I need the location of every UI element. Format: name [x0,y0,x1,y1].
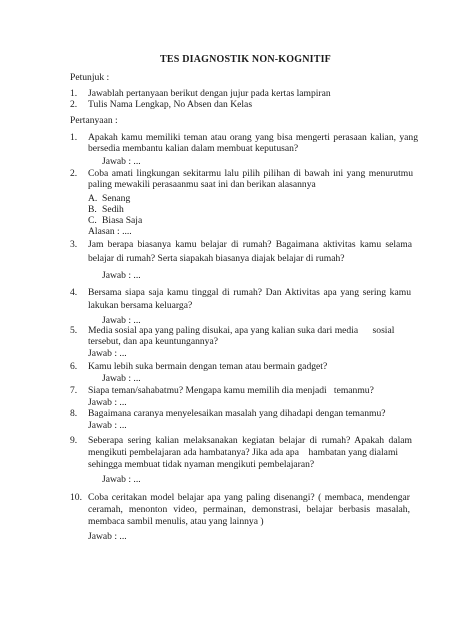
petunjuk-item-number: 2. [70,99,78,110]
question-text-line: Coba ceritakan model belajar apa yang paling disenangi? ( membaca, mendengar [88,492,410,503]
answer-line: Jawab : ... [88,348,127,359]
question-text-line: belajar di rumah? Serta siapakah biasanya diajak belajar di rumah? [88,253,345,264]
petunjuk-item-text: Jawablah pertanyaan berikut dengan jujur pada kertas lampiran [88,88,331,99]
question-number: 7. [70,385,78,396]
option-text: Senang [102,193,131,204]
question-number: 9. [70,435,78,446]
question-text-line: tersebut, dan apa keuntungannya? [88,336,218,347]
question-number: 1. [70,132,78,143]
question-text-line: Apakah kamu memiliki teman atau orang yang bisa mengerti perasaan kalian, yang [88,132,418,143]
question-text-line: Seberapa sering kalian melaksanakan kegiatan belajar di rumah? Apakah dalam [88,435,412,446]
question-text-line: Bagaimana caranya menyelesaikan masalah yang dihadapi dengan temanmu? [88,408,386,419]
answer-line: Jawab : ... [102,156,141,167]
question-text-line: Bersama siapa saja kamu tinggal di rumah? Dan Aktivitas apa yang sering kamu [88,287,411,298]
option-text: Biasa Saja [102,215,143,226]
question-number: 5. [70,325,78,336]
question-number: 2. [70,168,78,179]
question-text-line: Media sosial apa yang paling disukai, apa yang kalian suka dari media sosial [88,325,395,336]
answer-line: Jawab : ... [102,474,141,485]
question-text-line: ceramah, menonton video, permainan, demonstrasi, belajar berbasis masalah, [88,504,410,515]
question-text-line: Siapa teman/sahabatmu? Mengapa kamu memilih dia menjadi temanmu? [88,385,374,396]
option-letter: C. [88,215,97,226]
question-text-line: Coba amati lingkungan sekitarmu lalu pilih pilihan di bawah ini yang menurutmu [88,168,413,179]
question-text-line: lakukan bersama keluarga? [88,300,193,311]
question-number: 3. [70,239,78,250]
answer-line: Jawab : ... [102,315,141,326]
page-title: TES DIAGNOSTIK NON-KOGNITIF [160,54,331,65]
question-text-line: paling mewakili perasaanmu saat ini dan berikan alasannya [88,179,316,190]
answer-line: Jawab : ... [88,397,127,408]
answer-line: Jawab : ... [102,373,141,384]
question-text-line: membaca sambil menulis, atau yang lainnya ) [88,516,264,527]
option-text: Sedih [102,204,124,215]
question-text-line: mengikuti pembelajaran ada hambatanya? Jika ada apa hambatan yang dialami [88,447,399,458]
pertanyaan-label: Pertanyaan : [70,115,118,126]
question-text-line: Jam berapa biasanya kamu belajar di rumah? Bagaimana aktivitas kamu selama [88,239,412,250]
option-letter: B. [88,204,97,215]
answer-line: Alasan : .... [88,226,132,237]
question-number: 6. [70,361,78,372]
answer-line: Jawab : ... [102,270,141,281]
question-text-line: bersedia membantu kalian dalam membuat keputusan? [88,143,299,154]
petunjuk-label: Petunjuk : [70,72,110,83]
option-letter: A. [88,193,98,204]
answer-line: Jawab : ... [88,531,127,542]
question-number: 4. [70,287,78,298]
petunjuk-item-number: 1. [70,88,78,99]
question-text-line: Kamu lebih suka bermain dengan teman atau bermain gadget? [88,361,328,372]
question-number: 8. [70,408,78,419]
question-text-line: sehingga membuat tidak nyaman mengikuti pembelajaran? [88,459,315,470]
petunjuk-item-text: Tulis Nama Lengkap, No Absen dan Kelas [88,99,253,110]
question-number: 10. [70,492,82,503]
answer-line: Jawab : ... [88,420,127,431]
